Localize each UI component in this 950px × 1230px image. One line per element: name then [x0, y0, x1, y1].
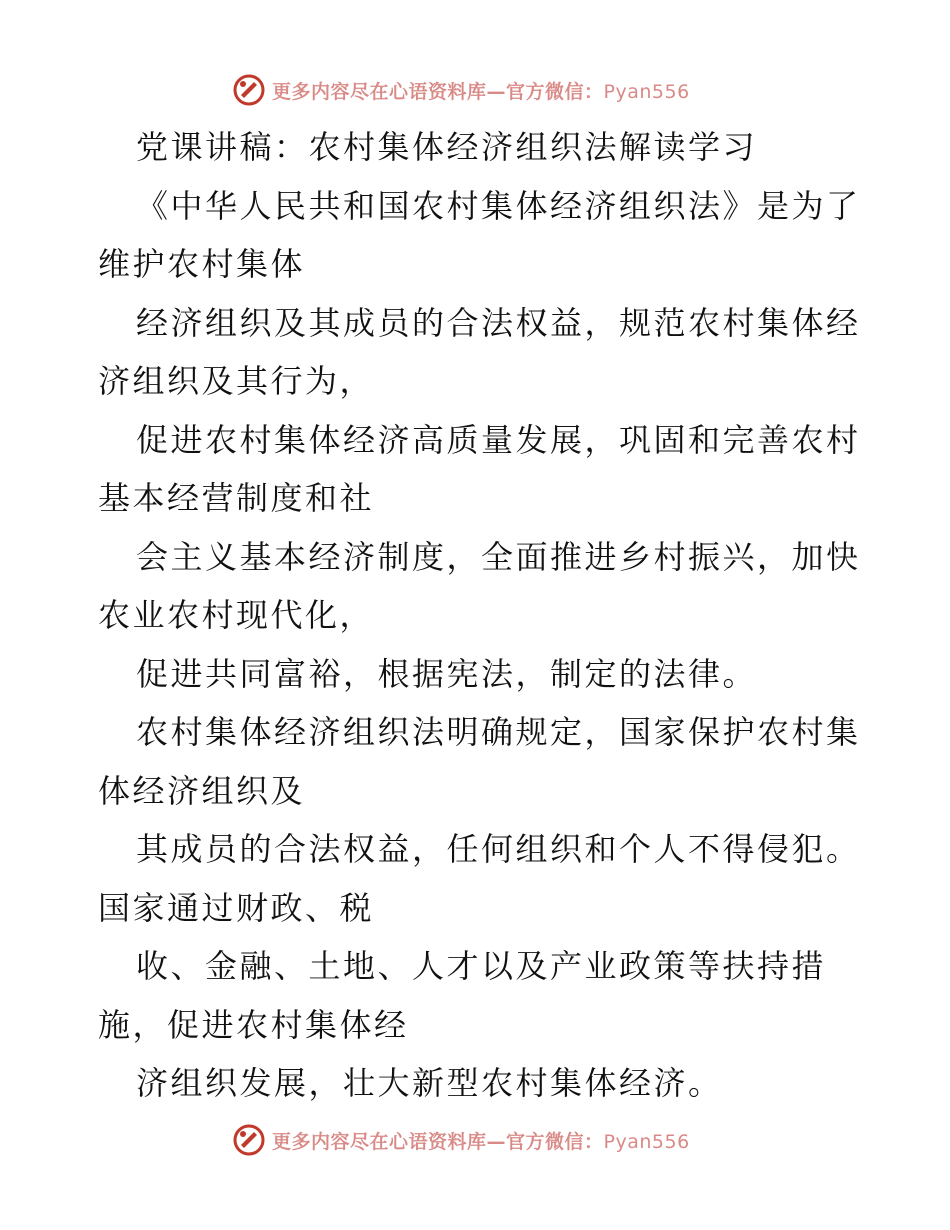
paragraph-line: 收、金融、土地、人才以及产业政策等扶持措	[136, 947, 827, 985]
top-watermark	[232, 72, 690, 108]
bottom-watermark	[232, 1122, 690, 1158]
paragraph-line: 国家通过财政、税	[98, 888, 375, 927]
paragraph-line: 济组织及其行为，	[98, 362, 375, 400]
paragraph-line: 经济组织及其成员的合法权益，规范农村集体经	[136, 303, 861, 342]
paragraph-line: 其成员的合法权益，任何组织和个人不得侵犯。	[136, 830, 861, 868]
paragraph-line: 农业农村现代化，	[98, 596, 375, 634]
document-title: 党课讲稿：农村集体经济组织法解读学习	[136, 128, 758, 166]
paragraph-line: 《中华人民共和国农村集体经济组织法》是为了	[136, 186, 861, 225]
red-seal-logo-icon	[232, 1123, 266, 1157]
paragraph-line: 会主义基本经济制度，全面推进乡村振兴，加快	[136, 537, 861, 576]
paragraph-line: 促进农村集体经济高质量发展，巩固和完善农村	[136, 420, 861, 459]
paragraph-line: 农村集体经济组织法明确规定，国家保护农村集	[136, 713, 861, 751]
watermark-wechat-id: Pyan556	[603, 1130, 690, 1153]
paragraph-line: 维护农村集体	[98, 245, 306, 283]
paragraph-line: 体经济组织及	[98, 771, 306, 810]
watermark-wechat-id: Pyan556	[603, 80, 690, 103]
paragraph-line: 促进共同富裕，根据宪法，制定的法律。	[136, 654, 758, 693]
watermark-text: 更多内容尽在心语资料库—官方微信：Pyan556	[272, 80, 690, 103]
watermark-text: 更多内容尽在心语资料库—官方微信：Pyan556	[272, 1130, 690, 1153]
red-seal-logo-icon	[232, 73, 266, 107]
paragraph-line: 施，促进农村集体经	[98, 1005, 409, 1044]
document-body	[98, 118, 861, 1113]
paragraph-line: 济组织发展，壮大新型农村集体经济。	[136, 1064, 723, 1102]
paragraph-line: 基本经营制度和社	[98, 479, 375, 517]
